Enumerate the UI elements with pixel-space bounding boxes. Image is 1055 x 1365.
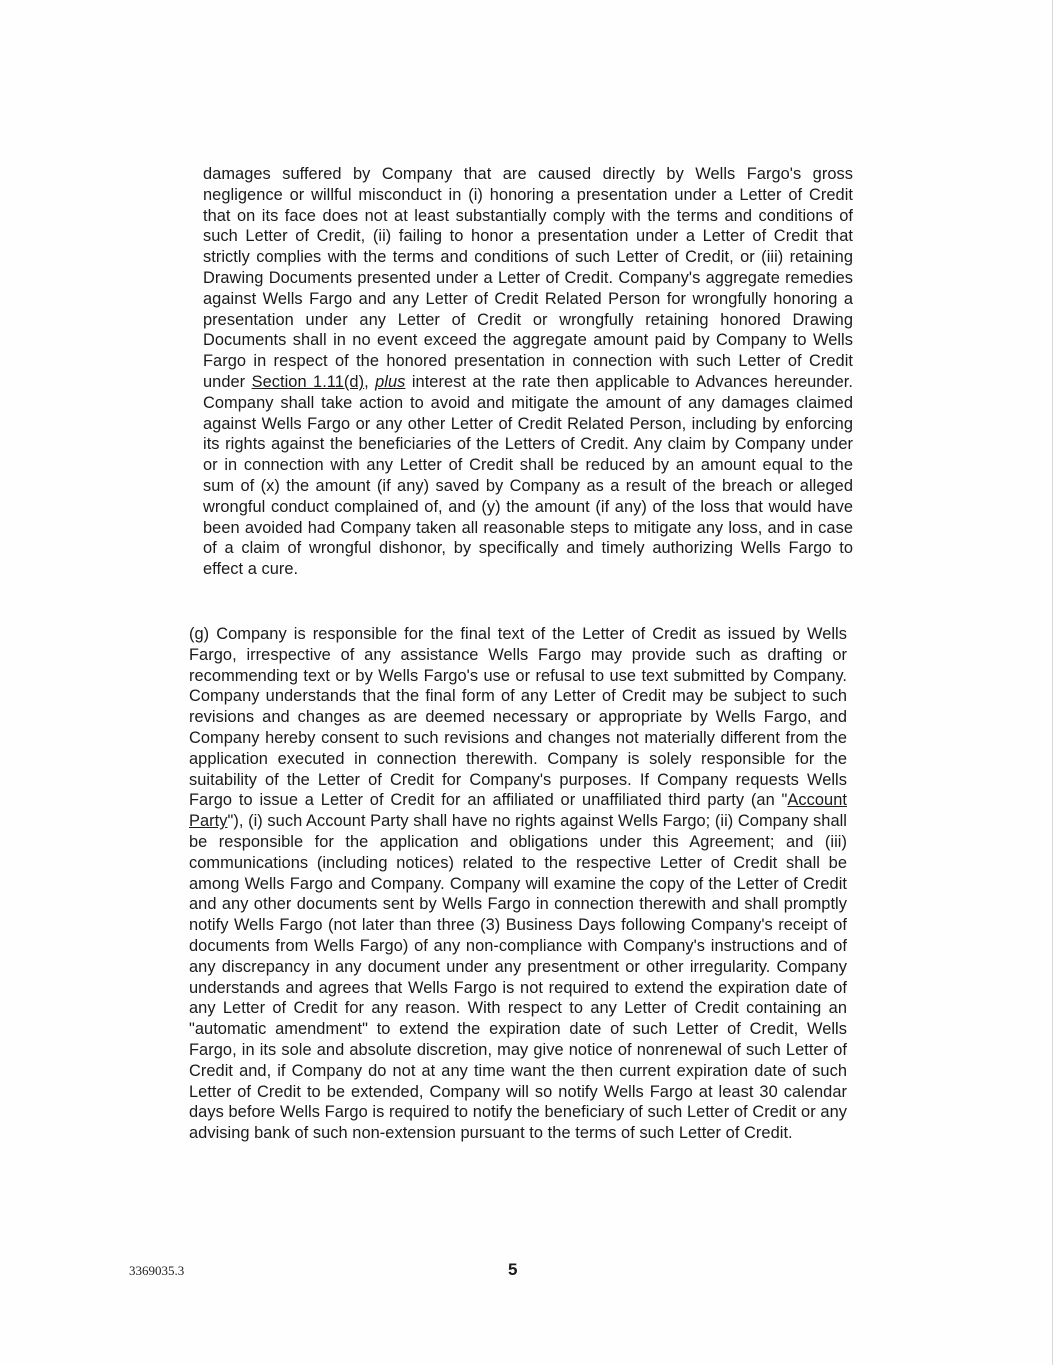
- section-reference-link: Section 1.11(d): [251, 372, 365, 391]
- paragraph-1-text-c: interest at the rate then applicable to Advances hereunder. Company shall take action to avoid and mitigate the amount of any damages claimed against Wells Fargo or any other Letter of Credit Related Person, including by enforcing its rights against the beneficiaries of the Letters of Credit. Any claim by Company under or in connection with any Letter of Credit shall be reduced by an amount equal to the sum of (x) the amount (if any) saved by Company as a result of the breach or alleged wrongful conduct complained of, and (y) the amount (if any) of the loss that would have been avoided had Company taken all reasonable steps to mitigate any loss, and in case of a claim of wrongful dishonor, by specifically and timely authorizing Wells Fargo to effect a cure.: [203, 372, 853, 579]
- document-id: 3369035.3: [129, 1263, 185, 1278]
- paragraph-1-text-a: damages suffered by Company that are caused directly by Wells Fargo's gross negligence or willful misconduct in (i) honoring a presentation under a Letter of Credit that on its face does not at least substantially comply with the terms and conditions of such Letter of Credit, (ii) failing to honor a presentation under a Letter of Credit that strictly complies with the terms and conditions of such Letter of Credit, or (iii) retaining Drawing Documents presented under a Letter of Credit. Company's aggregate remedies against Wells Fargo and any Letter of Credit Related Person for wrongfully honoring a presentation under any Letter of Credit or wrongfully retaining honored Drawing Documents shall in no event exceed the aggregate amount paid by Company to Wells Fargo in respect of the honored presentation in connection with such Letter of Credit under: [203, 165, 853, 391]
- paragraph-2-text-b: "), (i) such Account Party shall have no rights against Wells Fargo; (ii) Company shall be responsible for the application and obligations under this Agreement; and (iii) communications (including notices) related to the respective Letter of Credit shall be among Wells Fargo and Company. Company will examine the copy of the Letter of Credit and any other documents sent by Wells Fargo in connection therewith and shall promptly notify Wells Fargo (not later than three (3) Business Days following Company's receipt of documents from Wells Fargo) of any non-compliance with Company's instructions and of any discrepancy in any document under any presentment or other irregularity. Company understands and agrees that Wells Fargo is not required to extend the expiration date of any Letter of Credit for any reason. With respect to any Letter of Credit containing an "automatic amendment" to extend the expiration date of such Letter of Credit, Wells Fargo, in its sole and absolute discretion, may give notice of nonrenewal of such Letter of Credit and, if Company do not at any time want the then current expiration date of such Letter of Credit to be extended, Company will so notify Wells Fargo at least 30 calendar days before Wells Fargo is required to notify the beneficiary of such Letter of Credit or any advising bank of such non-extension pursuant to the terms of such Letter of Credit.: [189, 812, 847, 1143]
- page-number: 5: [508, 1260, 518, 1279]
- paragraph-2-text-a: (g) Company is responsible for the final text of the Letter of Credit as issued by Wells Fargo, irrespective of any assistance Wells Fargo may provide such as drafting or recommending text or by Wells Fargo's use or refusal to use text submitted by Company. Company understands that the final form of any Letter of Credit may be subject to such revisions and changes as are deemed necessary or appropriate by Wells Fargo, and Company hereby consent to such revisions and changes not materially different from the application executed in connection therewith. Company is solely responsible for the suitability of the Letter of Credit for Company's purposes. If Company requests Wells Fargo to issue a Letter of Credit for an affiliated or unaffiliated third party (an ": [189, 625, 847, 810]
- paragraph-damages: [203, 164, 853, 580]
- paragraph-g-final-text: [189, 624, 847, 1144]
- paragraph-1-text-b: ,: [364, 372, 376, 391]
- defined-term-account-party: Account Party: [189, 791, 847, 831]
- scan-edge-line: [1052, 0, 1053, 1365]
- plus-emphasis: plus: [375, 372, 406, 391]
